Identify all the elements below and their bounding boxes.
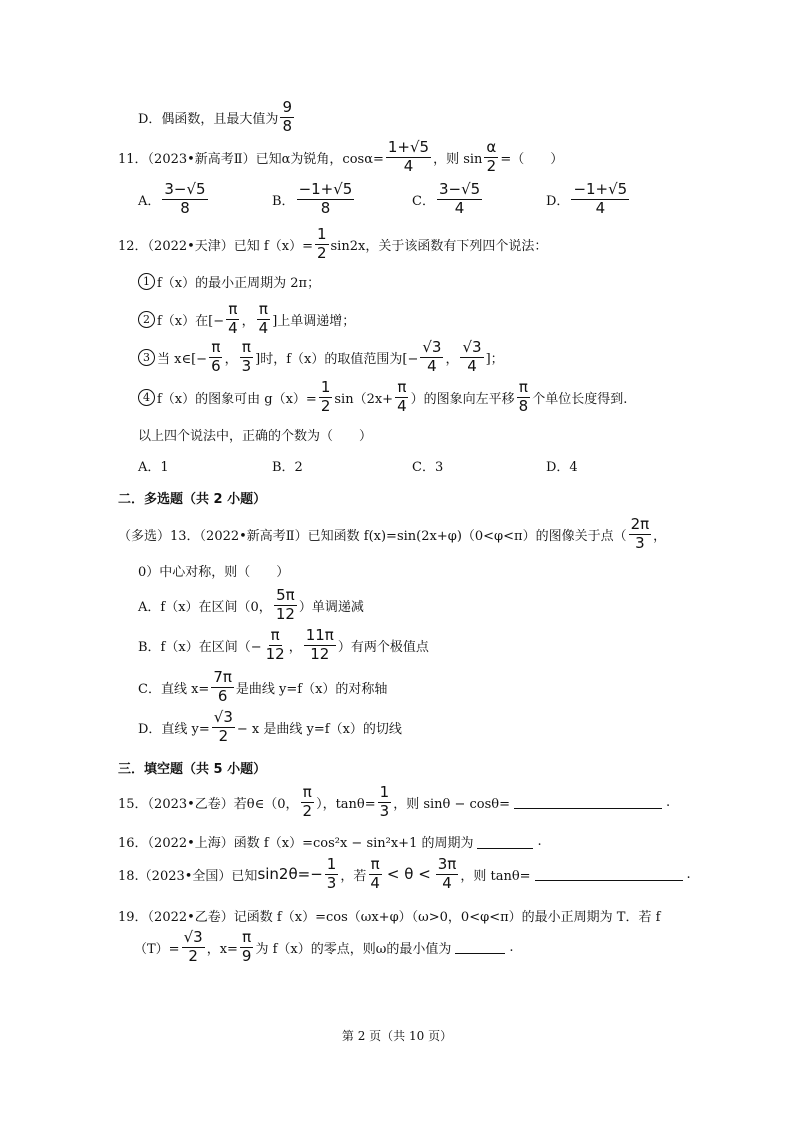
- q13-option-a: A．f（x）在区间（0， $\frac{5\pi}{12}$ ）单调递减: [138, 586, 364, 623]
- q11-option-c: C． $\frac{3-√5}{4}$: [412, 180, 481, 217]
- q13-stem-continued: 0）中心对称，则（ ）: [138, 565, 290, 580]
- q12-option-b: B．2: [272, 460, 303, 475]
- q10-option-d: [138, 100, 296, 135]
- q11-option-a: A． $\frac{3-√5}{8}$: [138, 180, 206, 217]
- q19-continued: （T）= $\frac{√3}{2}$ ，x= $\frac{\pi}{9}$ 为 f（x）的零点，则ω的最小值为 .: [134, 928, 514, 965]
- q15: 15．（2023•乙卷）若θ∈（0， $\frac{\pi}{2}$ ），tanθ= $\frac{1}{3}$ ，则 sinθ − cosθ= .: [118, 783, 671, 820]
- answer-blank[interactable]: [455, 952, 505, 954]
- q10-d-label: D．偶函数，且最大值为: [138, 111, 279, 127]
- q12-option-a: A．1: [138, 460, 169, 475]
- q12-option-d: D．4: [546, 460, 578, 475]
- circled-number: 1: [138, 273, 155, 290]
- q12-stem: 12．（2022•天津）已知 f（x）= $\frac{1}{2}$ sin2x，关于该函数有下列四个说法：: [118, 225, 548, 262]
- q13-option-c: C．直线 x= $\frac{7\pi}{6}$ 是曲线 y=f（x）的对称轴: [138, 668, 388, 705]
- q11-cos-fraction: $\frac{1+√5}{4}$: [387, 138, 430, 175]
- q13-option-d: D．直线 y= $\frac{√3}{2}$ − x 是曲线 y=f（x）的切线: [138, 708, 402, 745]
- answer-blank[interactable]: [535, 879, 683, 881]
- section-heading-fill-in: 三．填空题（共 5 小题）: [118, 762, 267, 777]
- q11-option-b: B． $\frac{-1+√5}{8}$: [272, 180, 353, 217]
- q13-stem: （多选）13．（2022•新高考Ⅱ）已知函数 f(x)=sin(2x+φ)（0<φ<π）的图像关于点（ $\frac{2\pi}{3}$ ，: [118, 515, 667, 552]
- q12-option-c: C．3: [412, 460, 444, 475]
- section-heading-multiple-choice: 二．多选题（共 2 小题）: [118, 492, 267, 507]
- q11-option-d: D． $\frac{-1+√5}{4}$: [546, 180, 628, 217]
- q12-statement-4: 4 f（x）的图象可由 g（x）= $\frac{1}{2}$ sin（2x+ $\frac{\pi}{4}$ ）的图象向左平移 $\frac{\pi}{8}$ 个单位长度得到.: [138, 380, 627, 415]
- answer-blank[interactable]: [514, 807, 662, 809]
- page-footer: 第 2 页（共 10 页）: [341, 1029, 453, 1043]
- q19: 19．（2022•乙卷）记函数 f（x）=cos（ωx+φ）（ω>0，0<φ<π）的最小正周期为 T．若 f: [118, 910, 661, 925]
- circled-number: 4: [138, 389, 155, 406]
- q10-d-fraction: $\frac{9}{8}$: [282, 98, 292, 135]
- q11-stem: 11．（2023•新高考Ⅱ）已知α为锐角，cosα= $\frac{1+√5}{4}$ ，则 sin $\frac{\alpha}{2}$ =（ ）: [118, 138, 564, 175]
- q18: 18.（2023•全国）已知 sin2θ=− $\frac{1}{3}$ ，若 $\frac{\pi}{4}$ < θ < $\frac{3\pi}{4}$ ，则 tanθ= .: [118, 855, 691, 892]
- answer-blank[interactable]: [477, 847, 533, 849]
- q12-conclusion: 以上四个说法中，正确的个数为（ ）: [138, 429, 373, 444]
- q11-sin-fraction: $\frac{\alpha}{2}$: [486, 138, 497, 175]
- circled-number: 3: [138, 349, 155, 366]
- circled-number: 2: [138, 311, 155, 328]
- q12-statement-3: 3 当 x∈[− $\frac{\pi}{6}$ ， $\frac{\pi}{3}$ ]时，f（x）的取值范围为[− $\frac{√3}{4}$ ， $\frac{√3}{4}$ ]；: [138, 340, 504, 375]
- q12-statement-1: 1 f（x）的最小正周期为 2π；: [138, 272, 320, 291]
- q13-option-b: B．f（x）在区间（− $\frac{\pi}{12}$ ， $\frac{11\pi}{12}$ ）有两个极值点: [138, 626, 429, 663]
- q16: 16．（2022•上海）函数 f（x）=cos²x − sin²x+1 的周期为 .: [118, 834, 542, 851]
- q12-statement-2: 2 f（x）在[− $\frac{\pi}{4}$ ， $\frac{\pi}{4}$ ]上单调递增；: [138, 302, 355, 337]
